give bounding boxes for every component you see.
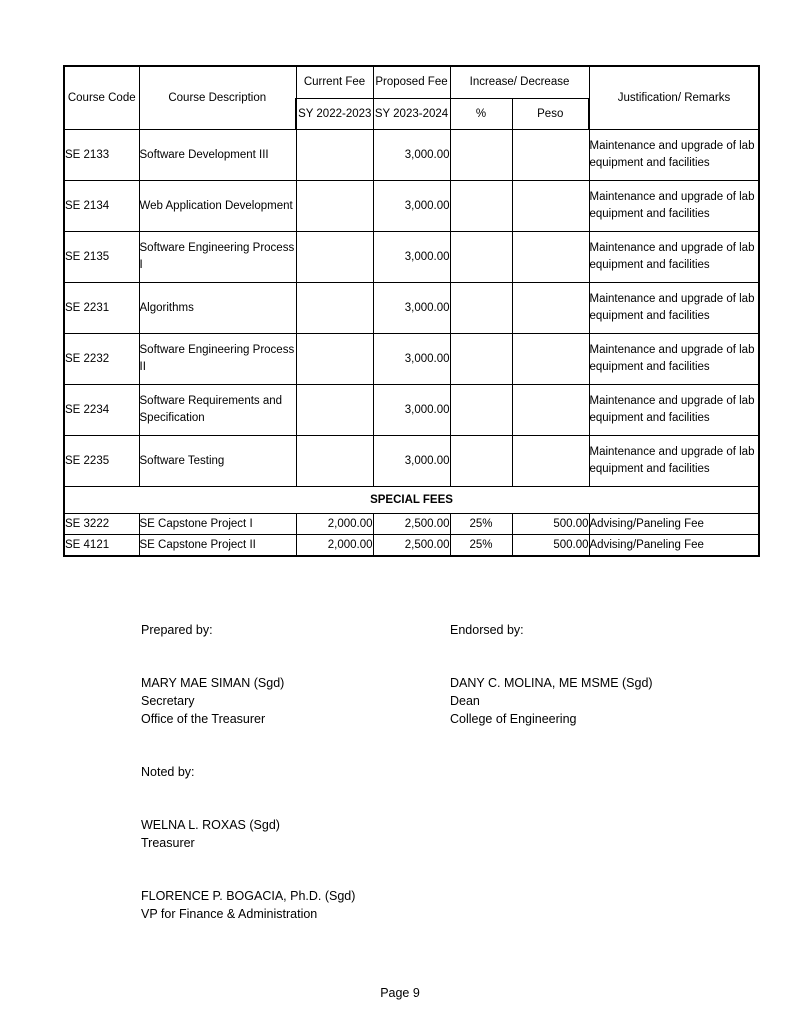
col-header-peso: Peso bbox=[512, 98, 589, 129]
cell-current-fee: 2,000.00 bbox=[296, 535, 373, 557]
cell-course-description: SE Capstone Project I bbox=[139, 514, 296, 535]
cell-current-fee bbox=[296, 232, 373, 283]
cell-percent bbox=[450, 283, 512, 334]
cell-proposed-fee: 3,000.00 bbox=[373, 283, 450, 334]
col-header-current-fee: Current Fee bbox=[296, 66, 373, 98]
col-header-course-code: Course Code bbox=[64, 66, 139, 130]
cell-course-code: SE 2232 bbox=[64, 334, 139, 385]
noted-by-first-name: WELNA L. ROXAS (Sgd) bbox=[141, 818, 280, 832]
cell-course-description: Software Engineering Process I bbox=[139, 232, 296, 283]
cell-course-code: SE 2235 bbox=[64, 436, 139, 487]
cell-current-fee: 2,000.00 bbox=[296, 514, 373, 535]
endorsed-by-office: College of Engineering bbox=[450, 712, 577, 726]
cell-peso bbox=[512, 181, 589, 232]
page-number-label: Page 9 bbox=[380, 986, 420, 1000]
page-footer bbox=[0, 986, 800, 1000]
cell-proposed-fee: 3,000.00 bbox=[373, 232, 450, 283]
header-row-primary bbox=[64, 66, 759, 98]
noted-by-second-title: VP for Finance & Administration bbox=[141, 907, 318, 921]
cell-proposed-fee: 3,000.00 bbox=[373, 436, 450, 487]
cell-course-code: SE 4121 bbox=[64, 535, 139, 557]
table-row bbox=[64, 334, 759, 385]
cell-current-fee bbox=[296, 181, 373, 232]
cell-peso: 500.00 bbox=[512, 535, 589, 557]
cell-percent bbox=[450, 181, 512, 232]
noted-by-second-name: FLORENCE P. BOGACIA, Ph.D. (Sgd) bbox=[141, 889, 356, 903]
fee-table-container bbox=[63, 65, 758, 557]
table-row bbox=[64, 535, 759, 557]
cell-justification: Maintenance and upgrade of lab equipment and facilities bbox=[589, 334, 759, 385]
table-row bbox=[64, 181, 759, 232]
cell-percent bbox=[450, 130, 512, 181]
cell-course-code: SE 3222 bbox=[64, 514, 139, 535]
table-header bbox=[64, 66, 759, 130]
cell-percent bbox=[450, 334, 512, 385]
cell-course-code: SE 2134 bbox=[64, 181, 139, 232]
table-row bbox=[64, 436, 759, 487]
cell-percent: 25% bbox=[450, 535, 512, 557]
col-header-justification: Justification/ Remarks bbox=[589, 66, 759, 130]
prepared-by-title: Secretary bbox=[141, 694, 195, 708]
cell-peso: 500.00 bbox=[512, 514, 589, 535]
cell-course-code: SE 2133 bbox=[64, 130, 139, 181]
prepared-by-office: Office of the Treasurer bbox=[141, 712, 266, 726]
cell-percent bbox=[450, 385, 512, 436]
cell-course-description: Software Requirements and Specification bbox=[139, 385, 296, 436]
cell-peso bbox=[512, 436, 589, 487]
cell-current-fee bbox=[296, 283, 373, 334]
col-header-percent: % bbox=[450, 98, 512, 129]
endorsed-by-name: DANY C. MOLINA, ME MSME (Sgd) bbox=[450, 676, 653, 690]
cell-percent bbox=[450, 436, 512, 487]
cell-course-description: Software Testing bbox=[139, 436, 296, 487]
noted-by-label: Noted by: bbox=[141, 765, 195, 779]
cell-justification: Maintenance and upgrade of lab equipment and facilities bbox=[589, 385, 759, 436]
cell-justification: Maintenance and upgrade of lab equipment and facilities bbox=[589, 181, 759, 232]
cell-justification: Maintenance and upgrade of lab equipment and facilities bbox=[589, 130, 759, 181]
table-row bbox=[64, 514, 759, 535]
cell-peso bbox=[512, 283, 589, 334]
cell-current-fee bbox=[296, 130, 373, 181]
cell-percent: 25% bbox=[450, 514, 512, 535]
prepared-by-name: MARY MAE SIMAN (Sgd) bbox=[141, 676, 285, 690]
section-divider-row bbox=[64, 487, 759, 514]
cell-peso bbox=[512, 385, 589, 436]
cell-justification: Maintenance and upgrade of lab equipment and facilities bbox=[589, 436, 759, 487]
cell-proposed-fee: 2,500.00 bbox=[373, 535, 450, 557]
cell-course-description: Software Development III bbox=[139, 130, 296, 181]
cell-current-fee bbox=[296, 385, 373, 436]
col-header-proposed-fee: Proposed Fee bbox=[373, 66, 450, 98]
cell-proposed-fee: 3,000.00 bbox=[373, 181, 450, 232]
cell-course-description: Algorithms bbox=[139, 283, 296, 334]
cell-proposed-fee: 3,000.00 bbox=[373, 130, 450, 181]
table-row bbox=[64, 232, 759, 283]
endorsed-by-label: Endorsed by: bbox=[450, 623, 524, 637]
col-header-proposed-fee-sy: SY 2023-2024 bbox=[373, 98, 450, 129]
section-divider-label: SPECIAL FEES bbox=[64, 487, 759, 514]
cell-course-description: Software Engineering Process II bbox=[139, 334, 296, 385]
table-body bbox=[64, 130, 759, 557]
table-row bbox=[64, 385, 759, 436]
col-header-current-fee-sy: SY 2022-2023 bbox=[296, 98, 373, 129]
cell-course-code: SE 2234 bbox=[64, 385, 139, 436]
cell-percent bbox=[450, 232, 512, 283]
tuition-fee-table bbox=[63, 65, 760, 557]
cell-peso bbox=[512, 232, 589, 283]
table-row bbox=[64, 130, 759, 181]
cell-proposed-fee: 3,000.00 bbox=[373, 334, 450, 385]
endorsed-by-title: Dean bbox=[450, 694, 480, 708]
prepared-by-label: Prepared by: bbox=[141, 623, 213, 637]
cell-current-fee bbox=[296, 334, 373, 385]
cell-justification: Maintenance and upgrade of lab equipment and facilities bbox=[589, 283, 759, 334]
cell-course-code: SE 2135 bbox=[64, 232, 139, 283]
cell-course-description: SE Capstone Project II bbox=[139, 535, 296, 557]
col-header-course-description: Course Description bbox=[139, 66, 296, 130]
noted-by-first-title: Treasurer bbox=[141, 836, 195, 850]
cell-justification: Maintenance and upgrade of lab equipment and facilities bbox=[589, 232, 759, 283]
cell-course-code: SE 2231 bbox=[64, 283, 139, 334]
cell-proposed-fee: 2,500.00 bbox=[373, 514, 450, 535]
table-row bbox=[64, 283, 759, 334]
cell-peso bbox=[512, 334, 589, 385]
cell-current-fee bbox=[296, 436, 373, 487]
cell-justification: Advising/Paneling Fee bbox=[589, 514, 759, 535]
cell-proposed-fee: 3,000.00 bbox=[373, 385, 450, 436]
col-header-increase-decrease: Increase/ Decrease bbox=[450, 66, 589, 98]
cell-justification: Advising/Paneling Fee bbox=[589, 535, 759, 557]
cell-peso bbox=[512, 130, 589, 181]
cell-course-description: Web Application Development bbox=[139, 181, 296, 232]
